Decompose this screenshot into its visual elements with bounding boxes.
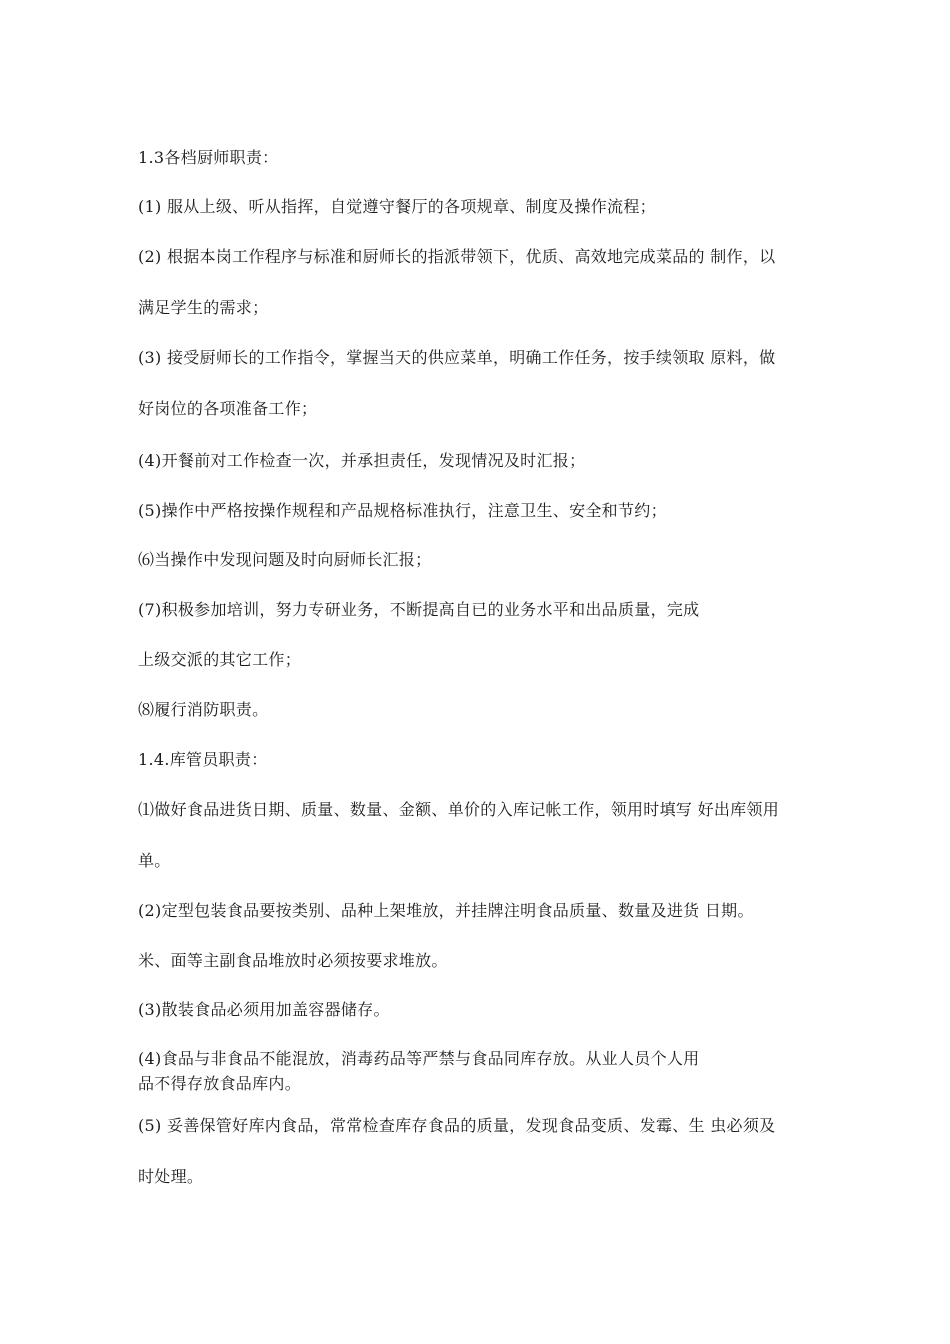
cook-duty-item-3-line-1: (3) 接受厨师长的工作指令，掌握当天的供应菜单，明确工作任务，按手续领取 原料，做 <box>138 348 776 367</box>
cook-duty-item-2-line-2: 满足学生的需求； <box>138 298 269 317</box>
storekeeper-duty-item-4-line-1: (4)食品与非食品不能混放，消毒药品等严禁与食品同库存放。从业人员个人用 <box>138 1049 700 1068</box>
cook-duty-item-5: (5)操作中严格按操作规程和产品规格标准执行，注意卫生、安全和节约； <box>138 501 667 520</box>
cook-duty-item-4: (4)开餐前对工作检查一次，并承担责任，发现情况及时汇报； <box>138 451 586 470</box>
storekeeper-duty-item-5-line-1: (5) 妥善保管好库内食品，常常检查库存食品的质量，发现食品变质、发霉、生 虫必须及 <box>138 1116 776 1135</box>
storekeeper-duty-item-3: (3)散装食品必须用加盖容器储存。 <box>138 1000 390 1019</box>
storekeeper-duty-item-2-line-1: (2)定型包装食品要按类别、品种上架堆放，并挂牌注明食品质量、数量及进货 日期。 <box>138 901 754 920</box>
cook-duty-item-2-line-1: (2) 根据本岗工作程序与标准和厨师长的指派带领下，优质、高效地完成菜品的 制作，以 <box>138 247 776 266</box>
storekeeper-duty-item-1-line-2: 单。 <box>138 851 171 870</box>
storekeeper-duty-item-2-line-2: 米、面等主副食品堆放时必须按要求堆放。 <box>138 951 448 970</box>
storekeeper-duty-item-4-line-2: 品不得存放食品库内。 <box>138 1074 302 1093</box>
cook-duty-item-8: ⑻履行消防职责。 <box>138 700 269 719</box>
cook-duty-item-7-line-2: 上级交派的其它工作； <box>138 650 302 669</box>
cook-duty-item-3-line-2: 好岗位的各项准备工作； <box>138 399 318 418</box>
storekeeper-duty-item-1-line-1: ⑴做好食品进货日期、质量、数量、金额、单价的入库记帐工作，领用时填写 好出库领用 <box>138 800 780 819</box>
storekeeper-duty-item-5-line-2: 时处理。 <box>138 1167 204 1186</box>
section-heading-cook-duties: 1.3各档厨师职责： <box>138 148 279 167</box>
cook-duty-item-6: ⑹当操作中发现问题及时向厨师长汇报； <box>138 550 432 569</box>
cook-duty-item-1: (1) 服从上级、听从指挥，自觉遵守餐厅的各项规章、制度及操作流程； <box>138 197 656 216</box>
section-heading-storekeeper-duties: 1.4.库管员职责： <box>138 750 268 769</box>
cook-duty-item-7-line-1: (7)积极参加培训，努力专研业务，不断提高自已的业务水平和出品质量，完成 <box>138 600 700 619</box>
